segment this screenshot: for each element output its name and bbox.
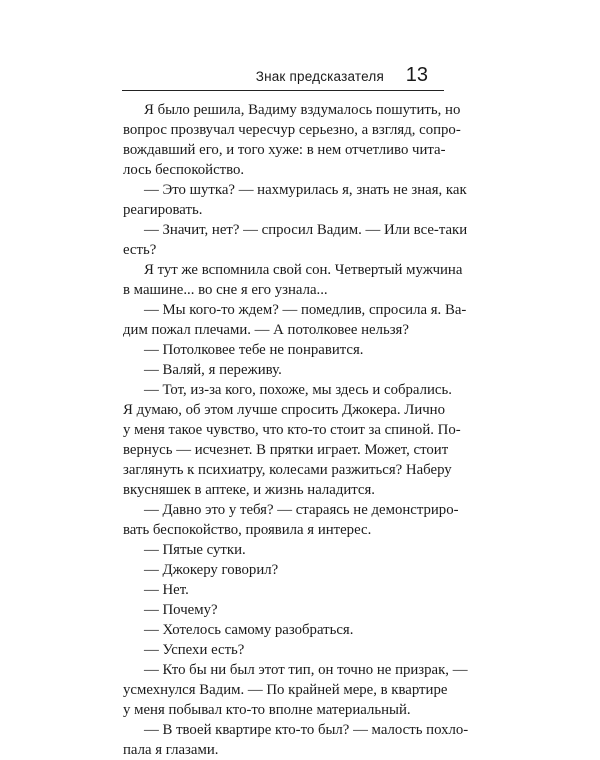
text-line: — Почему? [144, 602, 218, 618]
text-line: — Это шутка? — нахмурилась я, знать не зная, как [144, 182, 467, 198]
text-line: — Значит, нет? — спросил Вадим. — Или все-таки [144, 222, 468, 238]
text-line: усмехнулся Вадим. — По крайней мере, в квартире [123, 682, 448, 698]
text-line: — Мы кого-то ждем? — помедлив, спросила я. Ва- [144, 302, 467, 318]
text-line: реагировать. [123, 202, 203, 218]
page-number: 13 [405, 64, 428, 86]
text-line: у меня побывал кто-то вполне материальный. [123, 702, 411, 718]
text-line: — Давно это у тебя? — стараясь не демонстриро- [144, 502, 459, 518]
text-line: пала я глазами. [123, 742, 219, 758]
text-line: Я думаю, об этом лучше спросить Джокера. Лично [123, 402, 445, 418]
text-line: у меня такое чувство, что кто-то стоит за спиной. По- [123, 422, 461, 438]
text-line: — Джокеру говорил? [144, 562, 279, 578]
text-line: вкусняшек в аптеке, и жизнь наладится. [123, 482, 376, 498]
text-line: вождавший его, и того хуже: в нем отчетливо чита- [123, 142, 446, 158]
text-line: — В твоей квартире кто-то был? — малость похло- [144, 722, 469, 738]
running-title: Знак предсказателя [255, 69, 384, 84]
text-line: заглянуть к психиатру, колесами разжиться? Наберу [123, 462, 452, 478]
text-line: дим пожал плечами. — А потолковее нельзя? [123, 322, 409, 338]
text-line: вопрос прозвучал чересчур серьезно, а взгляд, сопро- [123, 122, 461, 138]
text-line: — Потолковее тебе не понравится. [144, 342, 364, 358]
text-line: Я было решила, Вадиму вздумалось пошутить, но [144, 102, 461, 118]
text-line: в машине... во сне я его узнала... [123, 282, 328, 298]
text-line: — Нет. [144, 582, 189, 598]
text-line: — Кто бы ни был этот тип, он точно не призрак, — [144, 662, 468, 678]
text-line: есть? [123, 242, 157, 258]
text-line: лось беспокойство. [123, 162, 245, 178]
text-line: — Валяй, я переживу. [144, 362, 282, 378]
text-line: вать беспокойство, проявила я интерес. [123, 522, 372, 538]
text-line: Я тут же вспомнила свой сон. Четвертый мужчина [144, 262, 463, 278]
text-line: — Пятые сутки. [144, 542, 246, 558]
text-line: вернусь — исчезнет. В прятки играет. Может, стоит [123, 442, 449, 458]
body-text [123, 100, 469, 760]
running-header [122, 60, 444, 91]
text-line: — Успехи есть? [144, 642, 245, 658]
text-line: — Тот, из-за кого, похоже, мы здесь и собрались. [144, 382, 452, 398]
text-line: — Хотелось самому разобраться. [144, 622, 354, 638]
